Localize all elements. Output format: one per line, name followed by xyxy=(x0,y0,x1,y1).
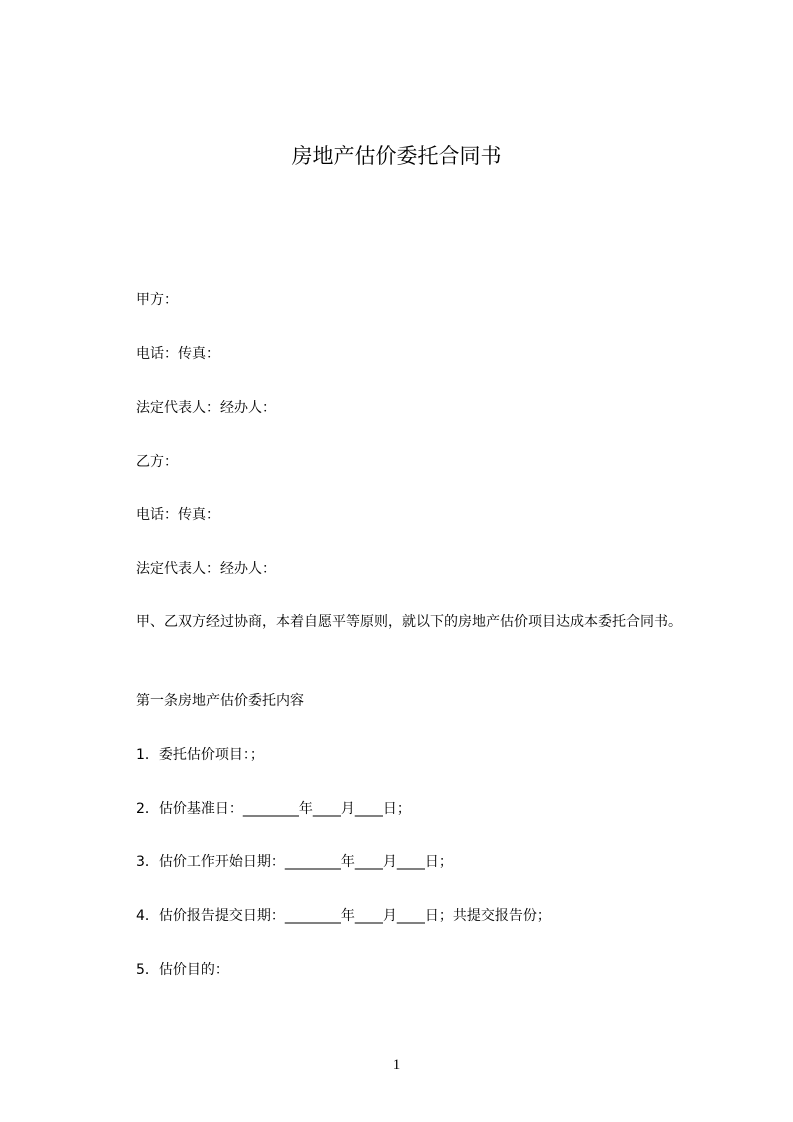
party-b-representative: 法定代表人：经办人： xyxy=(136,561,276,577)
party-a-representative: 法定代表人：经办人： xyxy=(136,400,276,416)
party-b-phone-fax: 电话：传真： xyxy=(136,507,220,523)
article-1-item-2: 2．估价基准日：________年____月____日； xyxy=(136,801,411,817)
party-a-phone-fax: 电话：传真： xyxy=(136,346,220,362)
party-b-label: 乙方： xyxy=(136,454,178,470)
document-title: 房地产估价委托合同书 xyxy=(291,144,502,168)
page-number: 1 xyxy=(392,1057,401,1073)
party-a-label: 甲方： xyxy=(136,292,178,308)
article-1-heading: 第一条房地产估价委托内容 xyxy=(136,693,304,709)
article-1-item-4: 4．估价报告提交日期：________年____月____日；共提交报告份； xyxy=(136,908,551,924)
article-1-item-5: 5．估价目的： xyxy=(136,962,229,978)
article-1-item-1: 1．委托估价项目：； xyxy=(136,747,264,763)
intro-paragraph: 甲、乙双方经过协商，本着自愿平等原则，就以下的房地产估价项目达成本委托合同书。 xyxy=(136,614,682,630)
article-1-item-3: 3．估价工作开始日期：________年____月____日； xyxy=(136,854,453,870)
